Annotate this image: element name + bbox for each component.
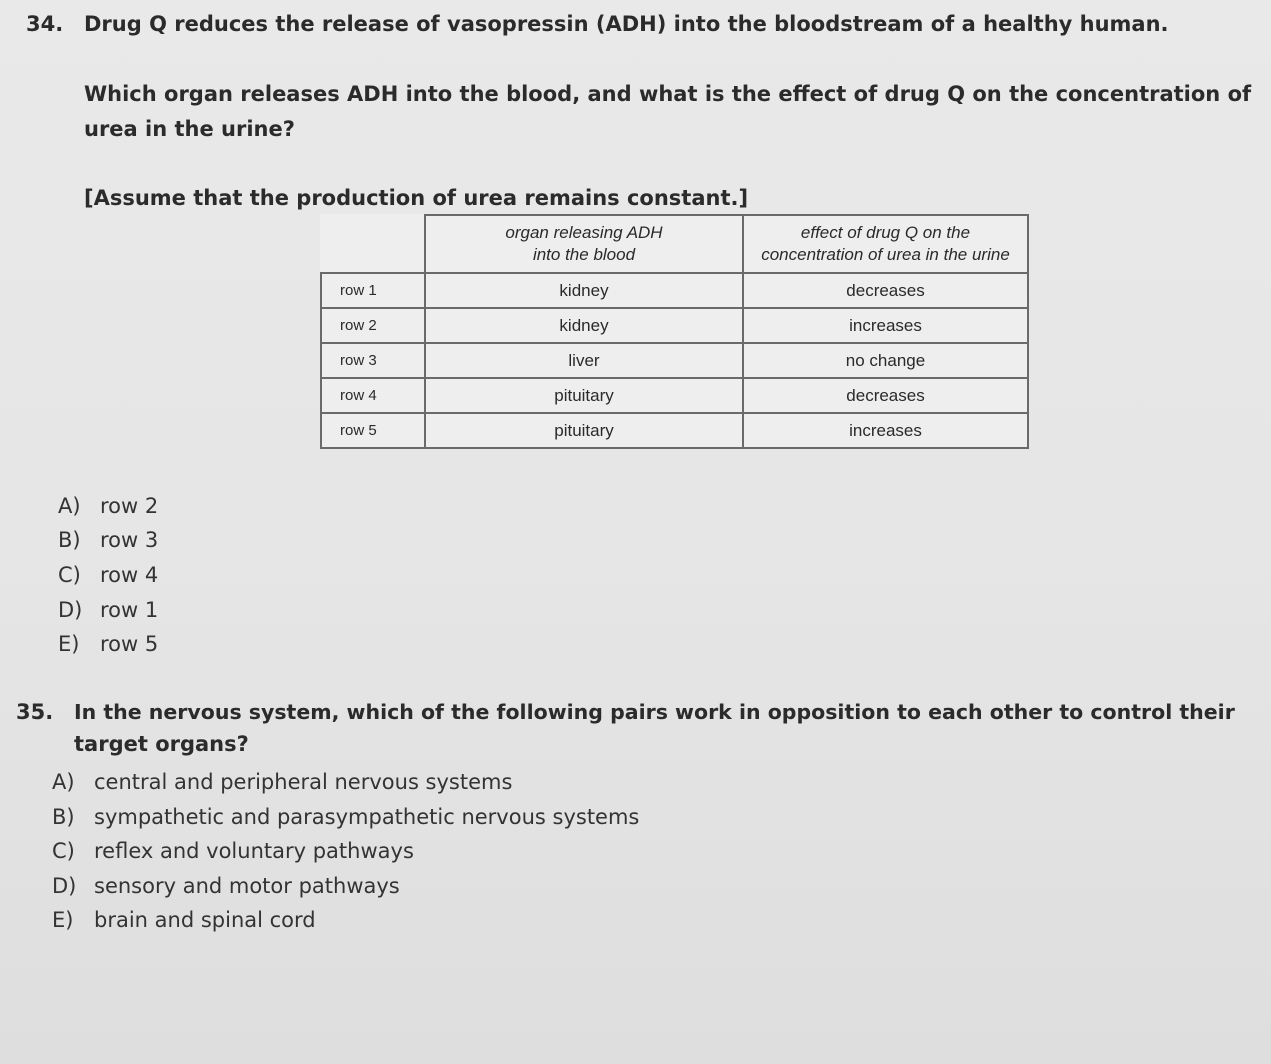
organ-column-header xyxy=(425,215,743,273)
q34-option-a[interactable] xyxy=(58,494,158,518)
q35-stem-line2: target organs? xyxy=(74,732,249,756)
row-label: row 2 xyxy=(321,308,425,343)
q35-option-d[interactable] xyxy=(52,874,400,898)
q35-stem-line1: In the nervous system, which of the following pairs work in opposition to each other to control their xyxy=(74,700,1235,724)
organ-header-line1: organ releasing ADH xyxy=(505,223,663,242)
option-letter: A) xyxy=(52,770,75,794)
organ-cell: liver xyxy=(425,343,743,378)
q34-assumption: [Assume that the production of urea remains constant.] xyxy=(84,186,749,210)
effect-cell: increases xyxy=(743,413,1028,448)
option-letter: D) xyxy=(58,598,83,622)
q34-question-line1: Which organ releases ADH into the blood, and what is the effect of drug Q on the concentration of xyxy=(84,82,1252,106)
option-letter: B) xyxy=(52,805,75,829)
option-text: row 5 xyxy=(100,632,159,656)
option-text: row 3 xyxy=(100,528,159,552)
option-letter: D) xyxy=(52,874,77,898)
option-letter: C) xyxy=(52,839,75,863)
organ-cell: kidney xyxy=(425,308,743,343)
table-header-row xyxy=(321,215,1028,273)
q35-option-c[interactable] xyxy=(52,839,414,863)
table-row xyxy=(321,413,1028,448)
organ-header-line2: into the blood xyxy=(532,245,636,264)
option-text: sensory and motor pathways xyxy=(94,874,400,898)
option-text: brain and spinal cord xyxy=(94,908,316,932)
q34-stem: Drug Q reduces the release of vasopressin (ADH) into the bloodstream of a healthy human. xyxy=(84,12,1169,36)
organ-cell: pituitary xyxy=(425,413,743,448)
q34-question-line2: urea in the urine? xyxy=(84,117,295,141)
row-label: row 5 xyxy=(321,413,425,448)
q35-option-b[interactable] xyxy=(52,805,639,829)
option-text: row 2 xyxy=(100,494,159,518)
effect-cell: decreases xyxy=(743,378,1028,413)
q35-option-e[interactable] xyxy=(52,908,316,932)
table-row xyxy=(321,378,1028,413)
q34-option-e[interactable] xyxy=(58,632,158,656)
effect-cell: no change xyxy=(743,343,1028,378)
option-text: sympathetic and parasympathetic nervous systems xyxy=(94,805,640,829)
q35-option-a[interactable] xyxy=(52,770,512,794)
option-letter: E) xyxy=(58,632,80,656)
option-letter: B) xyxy=(58,528,81,552)
option-text: reflex and voluntary pathways xyxy=(94,839,414,863)
effect-cell: decreases xyxy=(743,273,1028,308)
q34-number: 34. xyxy=(26,12,64,36)
table-corner-cell xyxy=(321,215,425,273)
row-label: row 3 xyxy=(321,343,425,378)
option-text: row 4 xyxy=(100,563,159,587)
option-letter: C) xyxy=(58,563,81,587)
option-text: row 1 xyxy=(100,598,159,622)
effect-header-line2: concentration of urea in the urine xyxy=(761,245,1010,264)
effect-cell: increases xyxy=(743,308,1028,343)
q34-option-b[interactable] xyxy=(58,528,158,552)
q34-option-c[interactable] xyxy=(58,563,158,587)
table-row xyxy=(321,273,1028,308)
effect-column-header xyxy=(743,215,1028,273)
option-text: central and peripheral nervous systems xyxy=(94,770,513,794)
option-letter: A) xyxy=(58,494,81,518)
q34-option-d[interactable] xyxy=(58,598,158,622)
q34-data-table xyxy=(320,214,1029,449)
option-letter: E) xyxy=(52,908,74,932)
effect-header-line1: effect of drug Q on the xyxy=(800,223,971,242)
organ-cell: pituitary xyxy=(425,378,743,413)
row-label: row 4 xyxy=(321,378,425,413)
q35-number: 35. xyxy=(16,700,54,724)
row-label: row 1 xyxy=(321,273,425,308)
organ-cell: kidney xyxy=(425,273,743,308)
table-row xyxy=(321,308,1028,343)
table-row xyxy=(321,343,1028,378)
